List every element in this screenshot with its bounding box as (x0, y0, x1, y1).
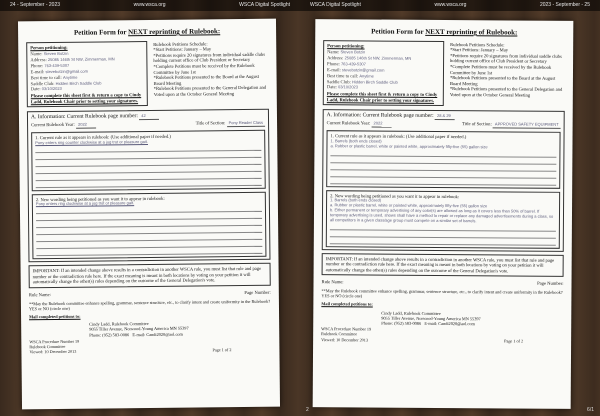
current-rule-box: 1. Current rule as it appears in rulebook: (Use additional paper if needed.) Pony enters ring counter clockwise at a jog trot or pleasure gait. (31, 130, 266, 191)
date-value: 03/10/2023 (41, 86, 62, 92)
information-section: A. Information: Current Rulebook page number: 28 & 29 Current Rulebook Year: 2022 Title of Section: APPROVED SAFETY EQUIPMENT 1. Current rule as it appears in rulebook: (Use additional paper if needed.) 1. Barrels (both ends closed) a. Rubber or plastic barrel, white or painted white, approximately fifty-five (55) gallon size 2. New wording being petitioned as you want it to appear in rulebook: 1. Barrels (both ends closed) a. Rubber or plastic barrel, white or painted white, approximately fifty-five (55) gallon size b. Either permanent or temporary advertising of any color(s) are allowed as long as it covers less than 50% of barrel. If temporary advertising is used, shows shall have a method to repair or replace any damaged advertisements during a class, so all competitors in a given class/age group must compete on a similar set of barrels. (322, 110, 565, 252)
saddle-club-value: Hidden Birch Saddle Club (55, 79, 102, 86)
may-note: **May the Rulebook committee enhance spelling, grammar, sentence structure, etc., to clarify intent and create uniformity in the Rulebook? YES or NO (circle one) (28, 298, 271, 311)
phone-value: 763-439-5307 (44, 62, 70, 68)
please-complete-note: Please complete this sheet first & return a copy to Cindy Ladd, Rulebook Chair prior to setting your signatures. (30, 92, 142, 105)
right-page-header (300, 0, 600, 11)
left-header-date: 24 - September - 2023 (10, 2, 61, 8)
important-note: IMPORTANT: If an intended change above results in a contradiction in another WSCA rule, you must list that rule and page number or the contradiction rule here. If the exact meaning is meant in both locations by voting on your petition it will automatically change the other(s) rules depending on the outcome of the General Delegation's vote. (322, 253, 564, 277)
left-header-site: www.wsca.org (133, 2, 166, 8)
petition-title: Petition Form for NEXT reprinting of Rulebook: (371, 27, 518, 37)
schedule-box: Rulebook Petitions Schedule: *Start Petitions: January – May *Petitions require 20 signatures from individual saddle clubs holding current office of Club President or Secretary *Complete Petitions must be received by the Rulebook Committee by June 1st *Rulebook Petitions presented to the Board at the August Board Meeting *Rulebook Petitions presented to the General Delegation and Voted upon at the October General Meeting (153, 40, 267, 97)
petition-title: Petition Form for NEXT reprinting of Rulebook: (73, 27, 221, 37)
current-rule-answer: Pony enters ring counter clockwise at a jog trot or pleasure gait. (35, 138, 148, 145)
address-value: 25085 146th St NW, Zimmerman, MN (47, 56, 115, 63)
new-wording-box: 2. New wording being petitioned as you want it to appear in rulebook: 1. Barrels (both ends closed) a. Rubber or plastic barrel, white or painted white, approximately fifty-five (55) gallon size b. Either permanent or temporary advertising of any color(s) are allowed as long as it covers less than 50% of barrel. If temporary advertising is used, shows shall have a method to repair or replace any damaged advertisements during a class, so all competitors in a given class/age group must compete on a similar set of barrels. (326, 190, 560, 249)
right-header-title: WSCA Digital Spotlight (310, 2, 361, 8)
year-value: 2022 (76, 123, 96, 129)
schedule-box: Rulebook Petitions Schedule: *Start Petitions: January – May *Petitions require 20 signatures from individual saddle clubs holding current office of Club President or Secretary *Complete Petitions must be received by the Rulebook Committee by June 1st *Rulebook Petitions presented to the Board at the August Board Meeting *Rulebook Petitions presented to the General Delegation and Voted upon at the October General Meeting (449, 41, 563, 98)
left-petition-sheet: Petition Form for NEXT reprinting of Rulebook: Person petitioning: Name: Steven Botzin Address: 25085 146th St NW, Zimmerman, MN Phone: 763-439-5307 E-mail: stevebotzin@gmail.com Best time to call: Anytime Saddle Club: Hidden Birch Saddle Club Date: 03/10/2023 Please complete this sheet first & return a copy to Cindy Ladd, Rulebook Chair prior to setting your signatures. Rulebook Petitions Schedule: *Start Petitions: January – May *Petitions require 20 signatures from individual saddle clubs holding current office of Club President or Secretary *Complete Petitions must be received by the Rulebook Committee by June 1st *Rulebook Petitions presented to the Board at the August Board Meeting *Rulebook Petitions presented to the General Delegation and Voted upon at the October General Meeting A. Information: Current Rulebook page number: 42 Current Rulebook Year: 2022 Title of Section: Pony Reader Class 1. Current rule as it appears in rulebook: (Use additional paper if needed.) Pony enters ring counter clockwise at a jog trot or pleasure gait. 2. New wording being petitioned as you want it to appear in rulebook: Pony enters ring clockwise at a jog trot or pleasure gait. IMPORTANT: If an intended change above results in a contradiction in another WSCA rule, you must list that rule and page number or the contradiction rule here. If the exact meaning is meant in both locations by voting on your petition it will automatically change the other(s) rules depending on the outcome of the General Delegation's vote. Rule Name: Page Number: **May the Rulebook committee enhance spelling, grammar, sentence structure, etc., to clarify intent and create uniformity in the Rulebook? YES or NO (circle one) Mail completed petitions to: Cindy Ladd, Rulebook Committee 9055 Tiller Avenue, Norwood-Young America MN 55397 Phone: (952) 583-0086 E-mail: Candi2020@aol.com WSCA Procedure Number 19 Rulebook Committee Viewed: 10 December 2013 Page 1 of 2 (18, 19, 280, 410)
new-wording-box: 2. New wording being petitioned as you want it to appear in rulebook: Pony enters ring clockwise at a jog trot or pleasure gait. (32, 191, 267, 259)
person-petitioning-box: Person petitioning: Name: Steven Botzin Address: 25085 146th St NW, Zimmerman, MN Phone: 763-439-5307 E-mail: stevebotzin@gmail.com Best time to call: Anytime Saddle Club: Hidden Birch Saddle Club Date: 03/10/2023 Please complete this sheet first & return a copy to Cindy Ladd, Rulebook Chair prior to setting your signatures. (323, 40, 444, 107)
new-wording-answer: Pony enters ring clockwise at a jog trot or pleasure gait. (35, 200, 135, 207)
right-header-date: 2023 - September - 25 (539, 2, 590, 8)
right-header-site: www.wsca.org (434, 2, 467, 8)
left-page-header (0, 0, 300, 11)
page-corner-number-left: 2 (306, 407, 309, 413)
left-header-title: WSCA Digital Spotlight (239, 2, 290, 8)
current-rule-box: 1. Current rule as it appears in rulebook: (Use additional paper if needed.) 1. Barrels (both ends closed) a. Rubber or plastic barrel, white or painted white, approximately fifty-five (55) gallon size (326, 130, 560, 188)
email-value: stevebotzin@gmail.com (45, 68, 88, 74)
name-value: Steven Botzin (43, 50, 69, 57)
information-section: A. Information: Current Rulebook page number: 42 Current Rulebook Year: 2022 Title of Section: Pony Reader Class 1. Current rule as it appears in rulebook: (Use additional paper if needed.) Pony enters ring counter clockwise at a jog trot or pleasure gait. 2. New wording being petitioned as you want it to appear in rulebook: Pony enters ring clockwise at a jog trot or pleasure gait. (27, 109, 271, 262)
best-time-value: Anytime (62, 74, 78, 80)
section-value: Pony Reader Class (227, 121, 266, 127)
person-petitioning-box: Person petitioning: Name: Steven Botzin Address: 25085 146th St NW, Zimmerman, MN Phone: 763-439-5307 E-mail: stevebotzin@gmail.com Best time to call: Anytime Saddle Club: Hidden Birch Saddle Club Date: 03/10/2023 Please complete this sheet first & return a copy to Cindy Ladd, Rulebook Chair prior to setting your signatures. (26, 41, 148, 108)
footer: WSCA Procedure Number 19 Rulebook Committee Viewed: 10 December 2013 Page 1 of 2 (29, 338, 232, 355)
footer: WSCA Procedure Number 19 Rulebook Committee Viewed: 10 December 2013 Page 1 of 2 (321, 326, 524, 344)
right-page (300, 0, 600, 416)
page-number-value: 42 (139, 114, 159, 120)
page-corner-number-right: 6/1 (587, 407, 594, 413)
right-petition-sheet: Petition Form for NEXT reprinting of Rulebook: Person petitioning: Name: Steven Botzin Address: 25085 146th St NW, Zimmerman, MN Phone: 763-439-5307 E-mail: stevebotzin@gmail.com Best time to call: Anytime Saddle Club: Hidden Birch Saddle Club Date: 03/10/2023 Please complete this sheet first & return a copy to Cindy Ladd, Rulebook Chair prior to setting your signatures. Rulebook Petitions Schedule: *Start Petitions: January – May *Petitions require 20 signatures from individual saddle clubs holding current office of Club President or Secretary *Complete Petitions must be received by the Rulebook Committee by June 1st *Rulebook Petitions presented to the Board at the August Board Meeting *Rulebook Petitions presented to the General Delegation and Voted upon at the October General Meeting A. Information: Current Rulebook page number: 28 & 29 Current Rulebook Year: 2022 Title of Section: APPROVED SAFETY EQUIPMENT 1. Current rule as it appears in rulebook: (Use additional paper if needed.) 1. Barrels (both ends closed) a. Rubber or plastic barrel, white or painted white, approximately fifty-five (55) gallon size 2. New wording being petitioned as you want it to appear in rulebook: 1. Barrels (both ends closed) a. Rubber or plastic barrel, white or painted white, approximately fifty-five (55) gallon size b. Either permanent or temporary advertising of any color(s) are allowed as long as it covers less than 50% of barrel. If temporary advertising is used, shows shall have a method to repair or replace any damaged advertisements during a class, so all competitors in a given class/age group must compete on a similar set of barrels. IMPORTANT: If an intended change above results in a contradiction in another WSCA rule, you must list that rule and page number or the contradiction rule here. If the exact meaning is meant in both locations by voting on your petition it will automatically change the other(s) rules depending on the outcome of the General Delegation's vote. Rule Name: Page Number: **May the Rulebook committee enhance spelling, grammar, sentence structure, etc., to clarify intent and create uniformity in the Rulebook? YES or NO (circle one) Mail completed petitions to: Cindy Ladd, Rulebook Committee 9055 Tiller Avenue, Norwood-Young America MN 55397 Phone: (952) 583-0086 E-mail: Candi2020@aol.com WSCA Procedure Number 19 Rulebook Committee Viewed: 10 December 2013 Page 1 of 2 (313, 19, 574, 409)
important-note: IMPORTANT: If an intended change above results in a contradiction in another WSCA rule, you must list that rule and page number or the contradiction rule here. If the exact meaning is meant in both locations by voting on your petition it will automatically change the other(s) rules depending on the outcome of the General Delegation's vote. (29, 263, 271, 288)
